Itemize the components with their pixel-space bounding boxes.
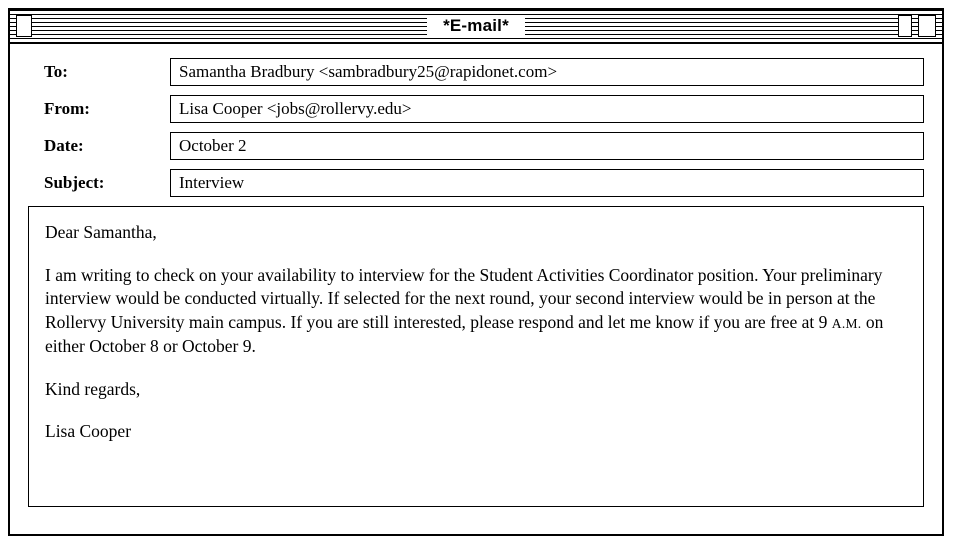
message-paragraph-part-2: on either October 8 or October 9. xyxy=(45,311,884,356)
subject-label: Subject: xyxy=(44,173,105,192)
system-menu-icon[interactable] xyxy=(16,15,32,37)
date-input[interactable]: October 2 xyxy=(170,132,924,160)
field-row-to xyxy=(28,58,924,86)
message-paragraph-part-1: I am writing to check on your availability to interview for the Student Activities Coordinator position. Your preliminary interview would be conducted virtually. If selected for the next round, your second interview would be in person at the Rollervy University main campus. If you are still interested, please respond and let me know if you are free at 9 xyxy=(45,264,883,332)
email-header-fields xyxy=(28,58,924,197)
field-row-date xyxy=(28,132,924,160)
from-input[interactable]: Lisa Cooper <jobs@rollervy.edu> xyxy=(170,95,924,123)
message-body[interactable] xyxy=(28,206,924,507)
message-time-marker: A.M. xyxy=(831,315,862,331)
email-content xyxy=(10,44,942,534)
from-label: From: xyxy=(44,99,90,118)
message-signature: Lisa Cooper xyxy=(45,421,132,441)
field-row-from xyxy=(28,95,924,123)
message-paragraph xyxy=(45,264,907,359)
field-row-subject xyxy=(28,169,924,197)
minimize-icon[interactable] xyxy=(898,15,912,37)
maximize-icon[interactable] xyxy=(918,15,936,37)
date-label: Date: xyxy=(44,136,84,155)
email-window xyxy=(8,8,944,536)
to-label: To: xyxy=(44,62,68,81)
title-bar xyxy=(10,10,942,44)
window-title: *E-mail* xyxy=(427,16,525,36)
message-closing: Kind regards, xyxy=(45,378,141,399)
to-input[interactable]: Samantha Bradbury <sambradbury25@rapidonet.com> xyxy=(170,58,924,86)
subject-input[interactable]: Interview xyxy=(170,169,924,197)
message-greeting: Dear Samantha, xyxy=(45,222,157,242)
